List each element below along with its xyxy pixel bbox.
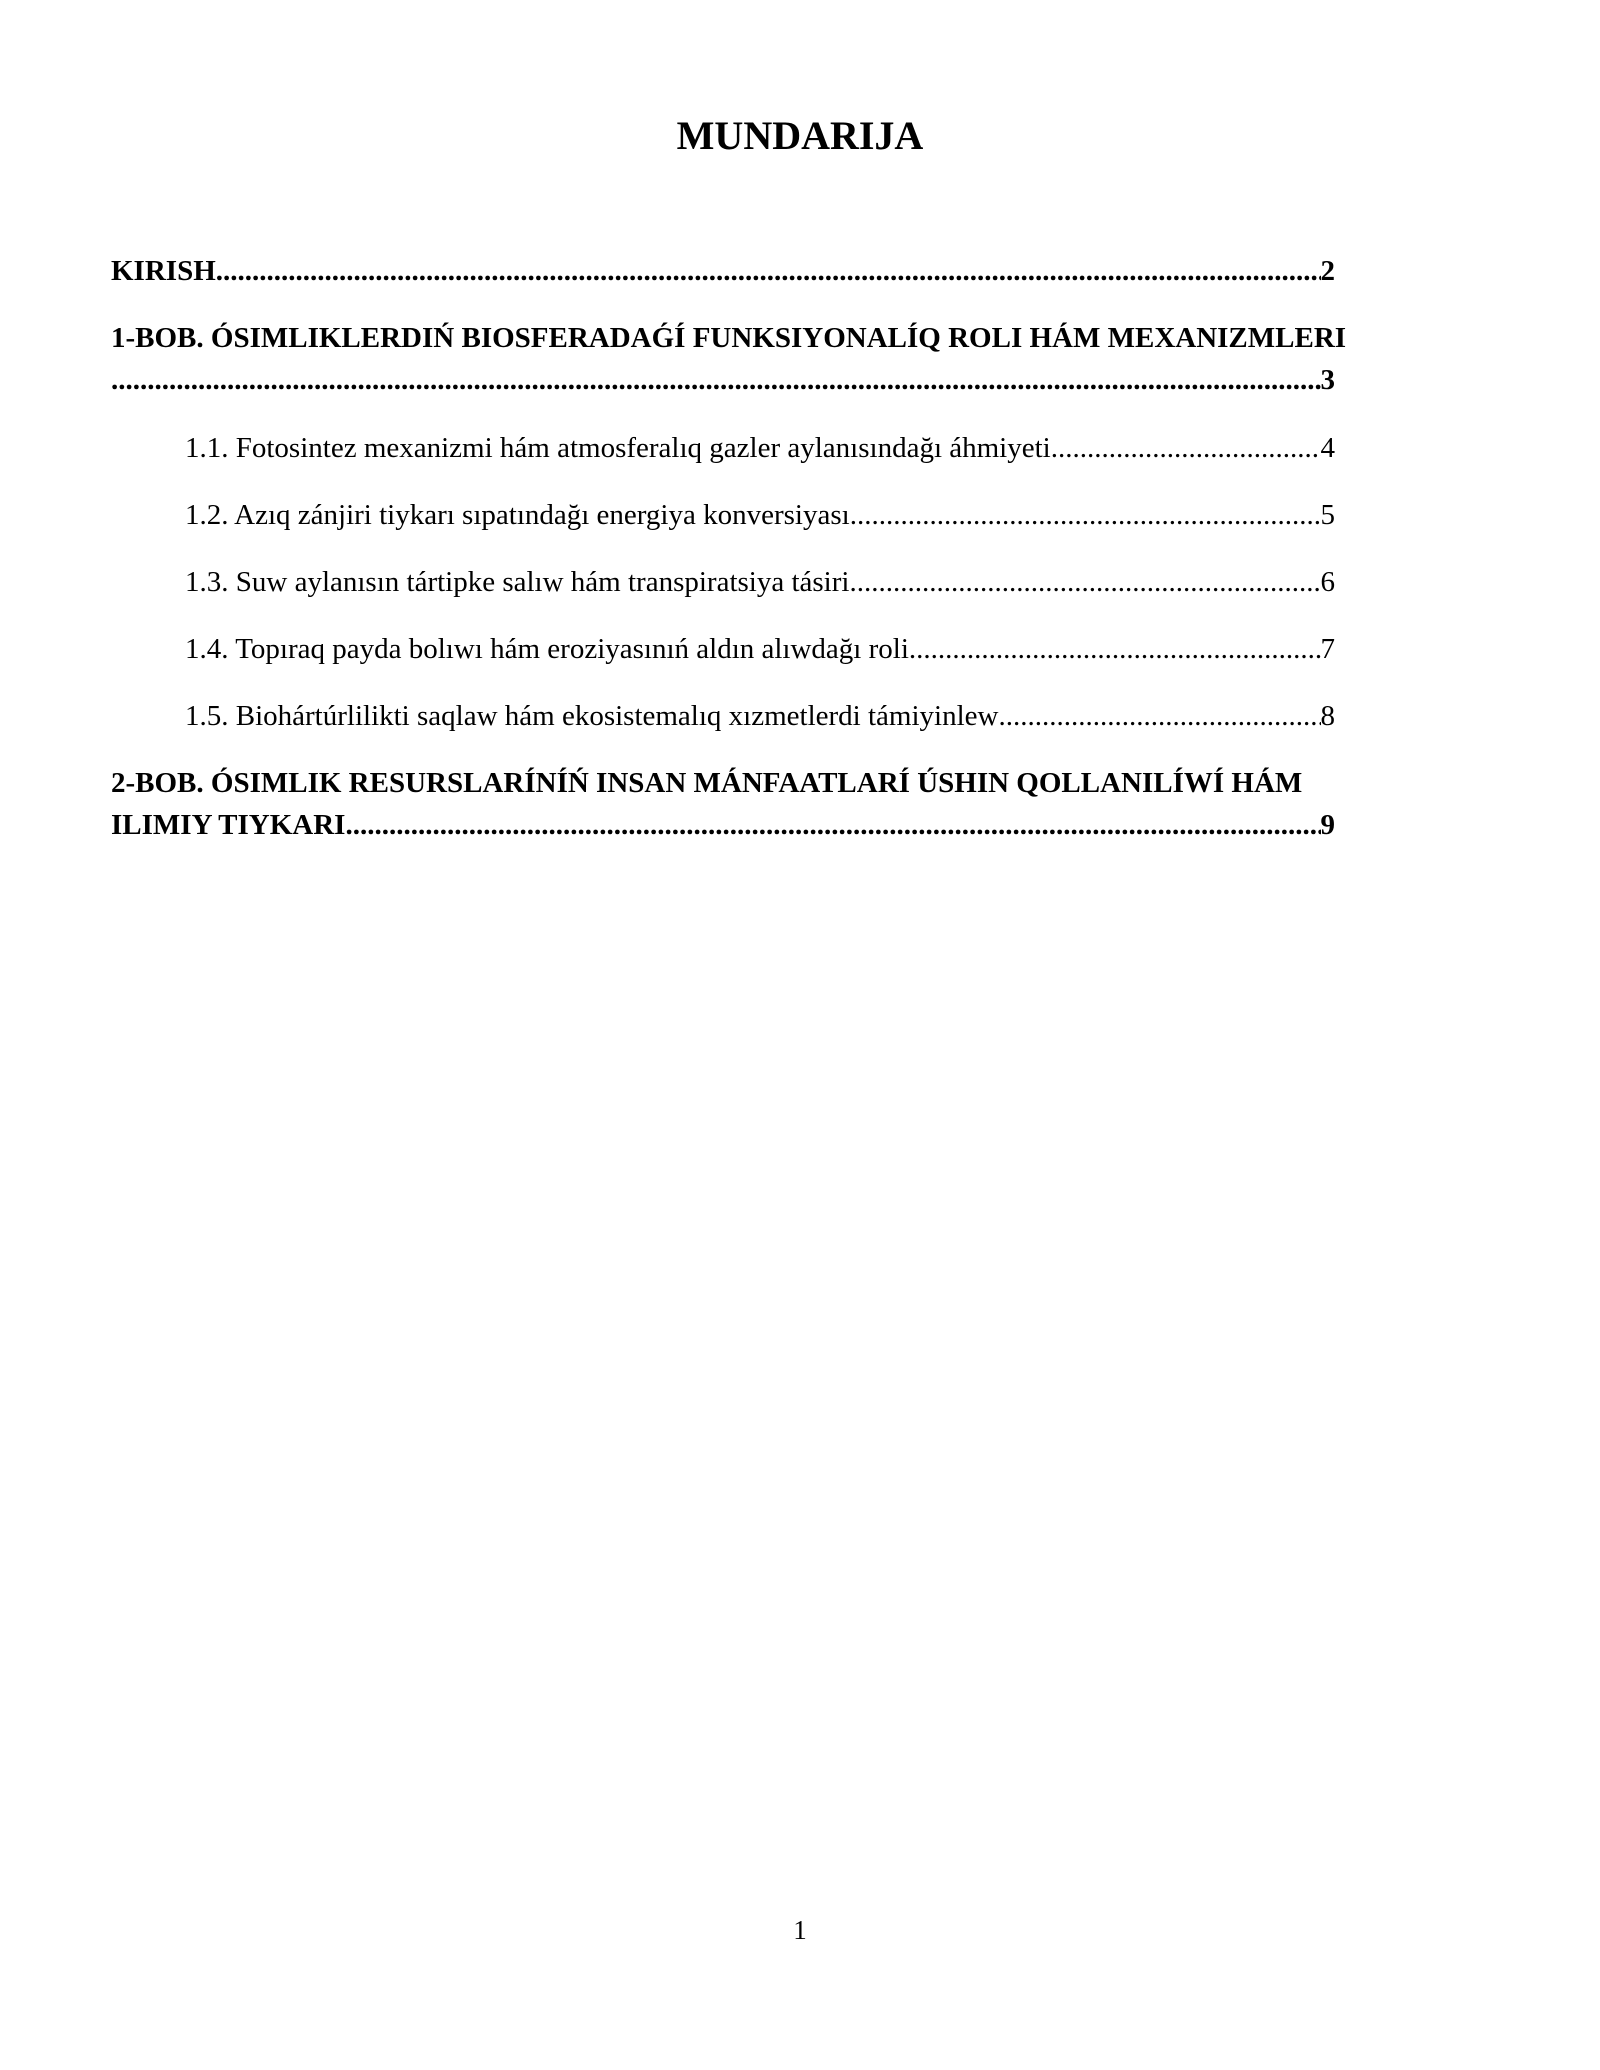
toc-entry-page: 9 <box>1320 809 1335 841</box>
toc-entry-chapter-2[interactable] <box>111 762 1335 846</box>
dot-leader <box>998 695 1320 737</box>
toc-entry-page: 7 <box>1320 633 1335 665</box>
dot-leader <box>216 250 1321 292</box>
toc-entry-section-1-3[interactable] <box>111 561 1335 603</box>
toc-entry-section-1-1[interactable] <box>111 427 1335 469</box>
toc-entry-section-1-2[interactable] <box>111 494 1335 536</box>
toc-entry-label: 1.3. Suw aylanısın tártipke salıw hám transpiratsiya tásiri <box>185 566 850 598</box>
page-number: 1 <box>793 1915 807 1945</box>
toc-entry-page: 4 <box>1320 432 1335 464</box>
toc-entry-kirish[interactable] <box>111 250 1335 292</box>
dot-leader <box>1051 427 1321 469</box>
page-title: MUNDARIJA <box>676 113 924 158</box>
toc-entry-label: 1.1. Fotosintez mexanizmi hám atmosferalıq gazler aylanısındağı áhmiyeti <box>185 432 1051 464</box>
toc-entry-label: KIRISH <box>111 255 216 287</box>
toc-entry-label: 1.2. Azıq zánjiri tiykarı sıpatındağı energiya konversiyası <box>185 499 850 531</box>
toc-entry-page: 5 <box>1320 499 1335 531</box>
toc-entry-section-1-5[interactable] <box>111 695 1335 737</box>
toc-entry-label: 1-BOB. ÓSIMLIKLERDIŃ BIOSFERADAǴÍ FUNKSIYONALÍQ ROLI HÁM MEXANIZMLERI <box>111 322 1347 354</box>
toc-entry-chapter-1[interactable] <box>111 317 1347 401</box>
toc-entry-page: 8 <box>1320 700 1335 732</box>
table-of-contents <box>111 250 1347 846</box>
toc-entry-page: 3 <box>1320 364 1335 396</box>
toc-entry-label: 1.5. Biohártúrlilikti saqlaw hám ekosistemalıq xızmetlerdi támiyinlew <box>185 700 999 732</box>
dot-leader <box>111 359 1321 401</box>
dot-leader <box>909 628 1321 670</box>
toc-entry-page: 2 <box>1320 255 1335 287</box>
dot-leader <box>345 804 1320 846</box>
toc-entry-label: 1.4. Topıraq payda bolıwı hám eroziyasınıń aldın alıwdağı roli <box>185 633 909 665</box>
toc-entry-label-line-1: 2-BOB. ÓSIMLIK RESURSLARÍNÍŃ INSAN MÁNFAATLARÍ ÚSHIN QOLLANILÍWÍ HÁM <box>111 767 1303 799</box>
dot-leader <box>850 494 1321 536</box>
toc-entry-label-line-2: ILIMIY TIYKARI <box>111 809 346 841</box>
dot-leader <box>849 561 1320 603</box>
toc-entry-page: 6 <box>1320 566 1335 598</box>
toc-entry-section-1-4[interactable] <box>111 628 1335 670</box>
